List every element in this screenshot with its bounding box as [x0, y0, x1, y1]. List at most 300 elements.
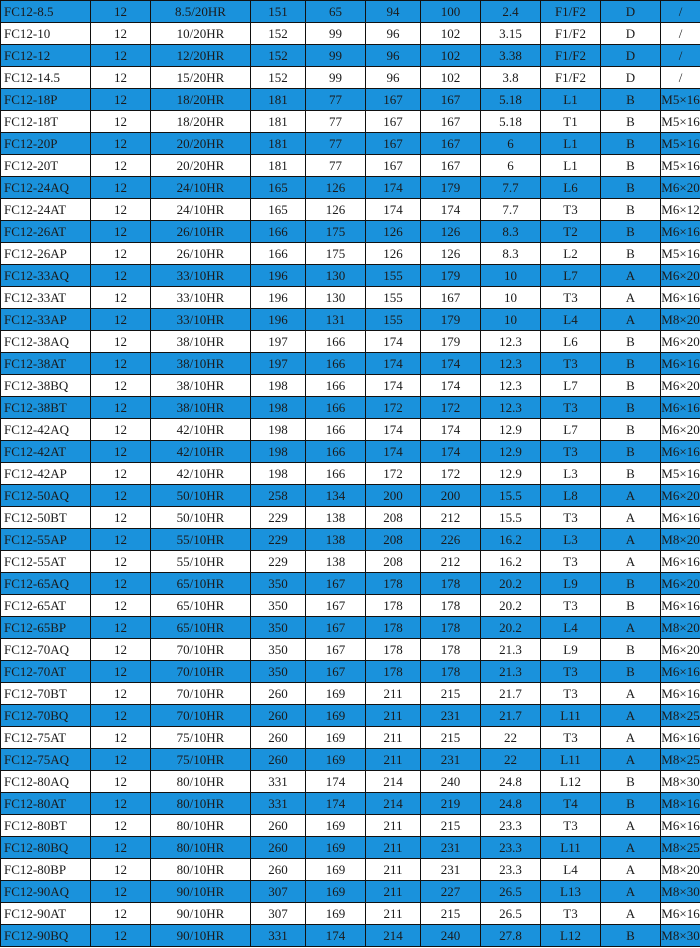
model-cell: FC12-80AT [1, 793, 91, 815]
table-row [1, 397, 700, 419]
table-row [1, 485, 700, 507]
model-cell: FC12-90AT [1, 903, 91, 925]
layout-cell: B [601, 397, 661, 419]
length-cell: 181 [251, 155, 306, 177]
capacity-cell: 55/10HR [151, 529, 251, 551]
bolt-cell: M6×16 [661, 903, 700, 925]
model-cell: FC12-24AT [1, 199, 91, 221]
layout-cell: B [601, 331, 661, 353]
total-height-cell: 178 [421, 573, 481, 595]
capacity-cell: 42/10HR [151, 419, 251, 441]
height-cell: 211 [366, 683, 421, 705]
height-cell: 94 [366, 1, 421, 23]
model-cell: FC12-55AT [1, 551, 91, 573]
model-cell: FC12-42AQ [1, 419, 91, 441]
weight-cell: 26.5 [481, 903, 541, 925]
layout-cell: A [601, 859, 661, 881]
height-cell: 167 [366, 89, 421, 111]
layout-cell: A [601, 749, 661, 771]
terminal-cell: L4 [541, 617, 601, 639]
bolt-cell: M8×25 [661, 705, 700, 727]
height-cell: 155 [366, 309, 421, 331]
layout-cell: A [601, 903, 661, 925]
length-cell: 151 [251, 1, 306, 23]
voltage-cell: 12 [91, 287, 151, 309]
total-height-cell: 179 [421, 265, 481, 287]
weight-cell: 12.3 [481, 331, 541, 353]
total-height-cell: 167 [421, 89, 481, 111]
capacity-cell: 50/10HR [151, 507, 251, 529]
width-cell: 166 [306, 397, 366, 419]
weight-cell: 16.2 [481, 529, 541, 551]
width-cell: 167 [306, 639, 366, 661]
length-cell: 198 [251, 375, 306, 397]
model-cell: FC12-38BQ [1, 375, 91, 397]
layout-cell: B [601, 111, 661, 133]
terminal-cell: L4 [541, 309, 601, 331]
model-cell: FC12-65BP [1, 617, 91, 639]
height-cell: 174 [366, 331, 421, 353]
model-cell: FC12-12 [1, 45, 91, 67]
width-cell: 138 [306, 551, 366, 573]
length-cell: 260 [251, 837, 306, 859]
model-cell: FC12-38AT [1, 353, 91, 375]
weight-cell: 6 [481, 155, 541, 177]
width-cell: 166 [306, 463, 366, 485]
model-cell: FC12-33AQ [1, 265, 91, 287]
capacity-cell: 70/10HR [151, 683, 251, 705]
width-cell: 126 [306, 199, 366, 221]
width-cell: 77 [306, 155, 366, 177]
voltage-cell: 12 [91, 155, 151, 177]
width-cell: 169 [306, 903, 366, 925]
width-cell: 169 [306, 837, 366, 859]
layout-cell: B [601, 595, 661, 617]
length-cell: 198 [251, 463, 306, 485]
layout-cell: B [601, 375, 661, 397]
model-cell: FC12-70BT [1, 683, 91, 705]
weight-cell: 10 [481, 287, 541, 309]
length-cell: 152 [251, 23, 306, 45]
voltage-cell: 12 [91, 45, 151, 67]
height-cell: 167 [366, 133, 421, 155]
voltage-cell: 12 [91, 771, 151, 793]
layout-cell: B [601, 661, 661, 683]
capacity-cell: 18/20HR [151, 89, 251, 111]
weight-cell: 5.18 [481, 89, 541, 111]
height-cell: 174 [366, 375, 421, 397]
weight-cell: 5.18 [481, 111, 541, 133]
table-row [1, 265, 700, 287]
model-cell: FC12-80BT [1, 815, 91, 837]
width-cell: 130 [306, 265, 366, 287]
layout-cell: B [601, 419, 661, 441]
layout-cell: D [601, 67, 661, 89]
voltage-cell: 12 [91, 617, 151, 639]
height-cell: 172 [366, 463, 421, 485]
layout-cell: A [601, 705, 661, 727]
length-cell: 152 [251, 67, 306, 89]
layout-cell: A [601, 309, 661, 331]
bolt-cell: M6×20 [661, 177, 700, 199]
terminal-cell: L6 [541, 331, 601, 353]
weight-cell: 15.5 [481, 507, 541, 529]
length-cell: 165 [251, 199, 306, 221]
terminal-cell: L8 [541, 485, 601, 507]
total-height-cell: 167 [421, 155, 481, 177]
layout-cell: B [601, 573, 661, 595]
total-height-cell: 174 [421, 199, 481, 221]
voltage-cell: 12 [91, 727, 151, 749]
table-row [1, 903, 700, 925]
table-row [1, 749, 700, 771]
bolt-cell: M8×16 [661, 793, 700, 815]
length-cell: 197 [251, 331, 306, 353]
voltage-cell: 12 [91, 485, 151, 507]
model-cell: FC12-8.5 [1, 1, 91, 23]
terminal-cell: T3 [541, 815, 601, 837]
bolt-cell: M6×20 [661, 331, 700, 353]
bolt-cell: / [661, 1, 700, 23]
length-cell: 350 [251, 661, 306, 683]
capacity-cell: 42/10HR [151, 463, 251, 485]
capacity-cell: 80/10HR [151, 815, 251, 837]
height-cell: 178 [366, 639, 421, 661]
height-cell: 167 [366, 111, 421, 133]
bolt-cell: M6×16 [661, 595, 700, 617]
length-cell: 166 [251, 243, 306, 265]
voltage-cell: 12 [91, 749, 151, 771]
width-cell: 99 [306, 67, 366, 89]
capacity-cell: 80/10HR [151, 837, 251, 859]
table-row [1, 683, 700, 705]
total-height-cell: 178 [421, 595, 481, 617]
width-cell: 99 [306, 45, 366, 67]
bolt-cell: M8×20 [661, 529, 700, 551]
table-row [1, 837, 700, 859]
voltage-cell: 12 [91, 221, 151, 243]
bolt-cell: / [661, 45, 700, 67]
length-cell: 196 [251, 287, 306, 309]
weight-cell: 21.7 [481, 705, 541, 727]
weight-cell: 7.7 [481, 177, 541, 199]
bolt-cell: M6×16 [661, 397, 700, 419]
terminal-cell: L2 [541, 243, 601, 265]
width-cell: 77 [306, 89, 366, 111]
terminal-cell: L7 [541, 265, 601, 287]
model-cell: FC12-75AT [1, 727, 91, 749]
length-cell: 350 [251, 595, 306, 617]
height-cell: 174 [366, 353, 421, 375]
voltage-cell: 12 [91, 881, 151, 903]
weight-cell: 10 [481, 265, 541, 287]
length-cell: 229 [251, 551, 306, 573]
weight-cell: 12.3 [481, 353, 541, 375]
terminal-cell: T3 [541, 287, 601, 309]
width-cell: 169 [306, 815, 366, 837]
width-cell: 169 [306, 727, 366, 749]
terminal-cell: T3 [541, 507, 601, 529]
voltage-cell: 12 [91, 133, 151, 155]
voltage-cell: 12 [91, 441, 151, 463]
length-cell: 258 [251, 485, 306, 507]
bolt-cell: M8×25 [661, 749, 700, 771]
layout-cell: A [601, 287, 661, 309]
length-cell: 307 [251, 903, 306, 925]
bolt-cell: M6×20 [661, 485, 700, 507]
voltage-cell: 12 [91, 265, 151, 287]
model-cell: FC12-80BQ [1, 837, 91, 859]
total-height-cell: 215 [421, 683, 481, 705]
weight-cell: 8.3 [481, 243, 541, 265]
layout-cell: A [601, 617, 661, 639]
capacity-cell: 10/20HR [151, 23, 251, 45]
table-row [1, 243, 700, 265]
bolt-cell: M6×20 [661, 639, 700, 661]
layout-cell: A [601, 551, 661, 573]
voltage-cell: 12 [91, 925, 151, 947]
terminal-cell: T3 [541, 353, 601, 375]
capacity-cell: 90/10HR [151, 881, 251, 903]
height-cell: 214 [366, 925, 421, 947]
layout-cell: B [601, 925, 661, 947]
voltage-cell: 12 [91, 375, 151, 397]
table-row [1, 529, 700, 551]
table-row [1, 595, 700, 617]
voltage-cell: 12 [91, 309, 151, 331]
total-height-cell: 178 [421, 661, 481, 683]
width-cell: 175 [306, 221, 366, 243]
terminal-cell: L1 [541, 155, 601, 177]
model-cell: FC12-18T [1, 111, 91, 133]
table-row [1, 375, 700, 397]
model-cell: FC12-10 [1, 23, 91, 45]
height-cell: 211 [366, 727, 421, 749]
total-height-cell: 200 [421, 485, 481, 507]
width-cell: 169 [306, 705, 366, 727]
total-height-cell: 215 [421, 727, 481, 749]
terminal-cell: L1 [541, 133, 601, 155]
model-cell: FC12-33AT [1, 287, 91, 309]
height-cell: 200 [366, 485, 421, 507]
bolt-cell: M6×16 [661, 441, 700, 463]
width-cell: 169 [306, 683, 366, 705]
length-cell: 350 [251, 639, 306, 661]
weight-cell: 2.4 [481, 1, 541, 23]
total-height-cell: 179 [421, 331, 481, 353]
layout-cell: B [601, 639, 661, 661]
table-row [1, 573, 700, 595]
bolt-cell: M6×20 [661, 375, 700, 397]
voltage-cell: 12 [91, 331, 151, 353]
table-row [1, 67, 700, 89]
table-row [1, 617, 700, 639]
bolt-cell: M6×16 [661, 727, 700, 749]
length-cell: 181 [251, 133, 306, 155]
layout-cell: B [601, 177, 661, 199]
total-height-cell: 102 [421, 67, 481, 89]
capacity-cell: 38/10HR [151, 353, 251, 375]
height-cell: 211 [366, 749, 421, 771]
width-cell: 174 [306, 793, 366, 815]
model-cell: FC12-42AT [1, 441, 91, 463]
bolt-cell: M5×16 [661, 111, 700, 133]
bolt-cell: M8×30 [661, 881, 700, 903]
table-row [1, 661, 700, 683]
total-height-cell: 174 [421, 441, 481, 463]
model-cell: FC12-80BP [1, 859, 91, 881]
voltage-cell: 12 [91, 793, 151, 815]
table-row [1, 859, 700, 881]
total-height-cell: 179 [421, 309, 481, 331]
model-cell: FC12-90AQ [1, 881, 91, 903]
capacity-cell: 65/10HR [151, 573, 251, 595]
terminal-cell: L9 [541, 573, 601, 595]
terminal-cell: L11 [541, 705, 601, 727]
terminal-cell: L6 [541, 177, 601, 199]
bolt-cell: M8×25 [661, 837, 700, 859]
capacity-cell: 80/10HR [151, 771, 251, 793]
width-cell: 138 [306, 507, 366, 529]
layout-cell: D [601, 23, 661, 45]
table-row [1, 1, 700, 23]
capacity-cell: 20/20HR [151, 155, 251, 177]
weight-cell: 12.9 [481, 463, 541, 485]
layout-cell: A [601, 683, 661, 705]
weight-cell: 22 [481, 727, 541, 749]
width-cell: 166 [306, 331, 366, 353]
voltage-cell: 12 [91, 1, 151, 23]
height-cell: 167 [366, 155, 421, 177]
weight-cell: 3.15 [481, 23, 541, 45]
table-row [1, 639, 700, 661]
total-height-cell: 126 [421, 243, 481, 265]
table-row [1, 111, 700, 133]
bolt-cell: M5×16 [661, 133, 700, 155]
weight-cell: 12.9 [481, 441, 541, 463]
model-cell: FC12-70AQ [1, 639, 91, 661]
height-cell: 211 [366, 881, 421, 903]
terminal-cell: F1/F2 [541, 23, 601, 45]
weight-cell: 24.8 [481, 771, 541, 793]
terminal-cell: L12 [541, 771, 601, 793]
voltage-cell: 12 [91, 551, 151, 573]
height-cell: 126 [366, 243, 421, 265]
model-cell: FC12-33AP [1, 309, 91, 331]
layout-cell: B [601, 199, 661, 221]
bolt-cell: M5×16 [661, 89, 700, 111]
height-cell: 174 [366, 419, 421, 441]
capacity-cell: 65/10HR [151, 595, 251, 617]
layout-cell: A [601, 881, 661, 903]
width-cell: 167 [306, 617, 366, 639]
model-cell: FC12-70AT [1, 661, 91, 683]
bolt-cell: M6×16 [661, 287, 700, 309]
table-row [1, 881, 700, 903]
length-cell: 181 [251, 111, 306, 133]
layout-cell: B [601, 353, 661, 375]
voltage-cell: 12 [91, 529, 151, 551]
model-cell: FC12-20T [1, 155, 91, 177]
terminal-cell: T3 [541, 551, 601, 573]
bolt-cell: M6×20 [661, 265, 700, 287]
layout-cell: B [601, 133, 661, 155]
capacity-cell: 65/10HR [151, 617, 251, 639]
terminal-cell: T1 [541, 111, 601, 133]
weight-cell: 3.8 [481, 67, 541, 89]
terminal-cell: L12 [541, 925, 601, 947]
layout-cell: B [601, 221, 661, 243]
layout-cell: A [601, 485, 661, 507]
table-row [1, 507, 700, 529]
total-height-cell: 167 [421, 287, 481, 309]
height-cell: 155 [366, 265, 421, 287]
length-cell: 196 [251, 265, 306, 287]
bolt-cell: M6×20 [661, 573, 700, 595]
weight-cell: 7.7 [481, 199, 541, 221]
voltage-cell: 12 [91, 243, 151, 265]
length-cell: 197 [251, 353, 306, 375]
width-cell: 65 [306, 1, 366, 23]
length-cell: 260 [251, 683, 306, 705]
layout-cell: A [601, 727, 661, 749]
terminal-cell: F1/F2 [541, 1, 601, 23]
total-height-cell: 178 [421, 639, 481, 661]
height-cell: 208 [366, 507, 421, 529]
table-row [1, 309, 700, 331]
bolt-cell: M6×16 [661, 661, 700, 683]
height-cell: 96 [366, 67, 421, 89]
width-cell: 131 [306, 309, 366, 331]
weight-cell: 20.2 [481, 617, 541, 639]
table-row [1, 441, 700, 463]
bolt-cell: M6×12 [661, 199, 700, 221]
model-cell: FC12-65AQ [1, 573, 91, 595]
table-row [1, 419, 700, 441]
weight-cell: 3.38 [481, 45, 541, 67]
length-cell: 198 [251, 441, 306, 463]
table-row [1, 221, 700, 243]
capacity-cell: 75/10HR [151, 749, 251, 771]
voltage-cell: 12 [91, 661, 151, 683]
length-cell: 229 [251, 507, 306, 529]
width-cell: 138 [306, 529, 366, 551]
weight-cell: 12.9 [481, 419, 541, 441]
layout-cell: D [601, 1, 661, 23]
voltage-cell: 12 [91, 397, 151, 419]
weight-cell: 16.2 [481, 551, 541, 573]
model-cell: FC12-14.5 [1, 67, 91, 89]
terminal-cell: L11 [541, 749, 601, 771]
table-row [1, 463, 700, 485]
voltage-cell: 12 [91, 815, 151, 837]
capacity-cell: 75/10HR [151, 727, 251, 749]
layout-cell: B [601, 89, 661, 111]
terminal-cell: T3 [541, 397, 601, 419]
voltage-cell: 12 [91, 463, 151, 485]
model-cell: FC12-20P [1, 133, 91, 155]
model-cell: FC12-42AP [1, 463, 91, 485]
table-row [1, 705, 700, 727]
layout-cell: A [601, 507, 661, 529]
length-cell: 331 [251, 925, 306, 947]
total-height-cell: 102 [421, 45, 481, 67]
height-cell: 174 [366, 441, 421, 463]
bolt-cell: M6×16 [661, 683, 700, 705]
terminal-cell: L4 [541, 859, 601, 881]
capacity-cell: 33/10HR [151, 287, 251, 309]
capacity-cell: 26/10HR [151, 221, 251, 243]
